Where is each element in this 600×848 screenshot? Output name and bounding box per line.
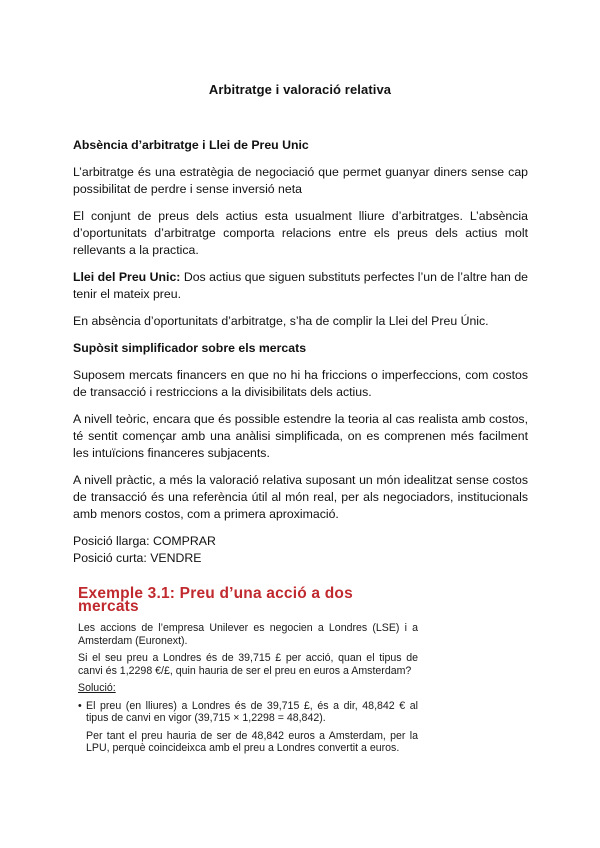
paragraph-theory: A nivell teòric, encara que és possible estendre la teoria al cas realista amb costos, té sentit començar amb una anàlisi simplificada, on es comprenen més facilment les intuïcions financeres subjacents.	[73, 412, 528, 460]
long-position: Posició llarga: COMPRAR	[73, 534, 216, 548]
example-title: Exemple 3.1: Preu d’una acció a dos mercats	[78, 585, 353, 615]
paragraph-arbitrage-definition: L’arbitratge és una estratègia de negociació que permet guanyar diners sense cap possibilitat de perdre i sense inversió neta	[73, 165, 528, 196]
example-paragraph-1: Les accions de l’empresa Unilever es negocien a Londres (LSE) i a Amsterdam (Euronext).	[78, 622, 418, 647]
paragraph-lpu-condition: En absència d’oportunitats d’arbitratge, s’ha de complir la Llei del Preu Únic.	[73, 314, 489, 328]
paragraph-price-set: El conjunt de preus dels actius esta usualment lliure d’arbitratges. L’absència d’oportunitats d’arbitratge comporta relacions entre els preus dels actius molt rellevants a la practica.	[73, 209, 528, 257]
positions	[73, 533, 528, 567]
document-body	[73, 137, 528, 567]
solution-bullet	[78, 700, 418, 725]
paragraph-practice: A nivell pràctic, a més la valoració relativa suposant un món idealitzat sense costos de transacció és una referència útil al món real, per als negociadors, institucionals amb menors costos, com a primera aproximació.	[73, 473, 528, 521]
section-heading-arbitrage: Absència d’arbitratge i Llei de Preu Unic	[73, 138, 309, 152]
bullet-icon: •	[78, 699, 82, 712]
short-position: Posició curta: VENDRE	[73, 551, 202, 565]
solution-step-2: Per tant el preu hauria de ser de 48,842 euros a Amsterdam, per la LPU, perquè coincideixca amb el preu a Londres convertit a euros.	[86, 729, 418, 754]
solution-label: Solució:	[78, 682, 116, 694]
solution-step-1: El preu (en lliures) a Londres és de 39,715 £, és a dir, 48,842 € al tipus de canvi en vigor (39,715 × 1,2298 = 48,842).	[86, 699, 418, 724]
paragraph-frictionless: Suposem mercats financers en que no hi ha friccions o imperfeccions, com costos de transacció i restriccions a la divisibilitats dels actius.	[73, 368, 528, 399]
lpu-label: Llei del Preu Unic:	[73, 270, 181, 284]
document-title: Arbitratge i valoració relativa	[208, 82, 392, 97]
example-box	[78, 585, 418, 760]
section-heading-assumption: Supòsit simplificador sobre els mercats	[73, 341, 307, 355]
example-paragraph-2: Si el seu preu a Londres és de 39,715 £ per acció, quan el tipus de canvi és 1,2298 €/£, quin hauria de ser el preu en euros a Amsterdam?	[78, 652, 418, 677]
paragraph-lpu	[73, 269, 528, 303]
lpu-text: Dos actius que siguen substituts perfectes l’un de l’altre han de tenir el mateix preu.	[73, 270, 529, 301]
